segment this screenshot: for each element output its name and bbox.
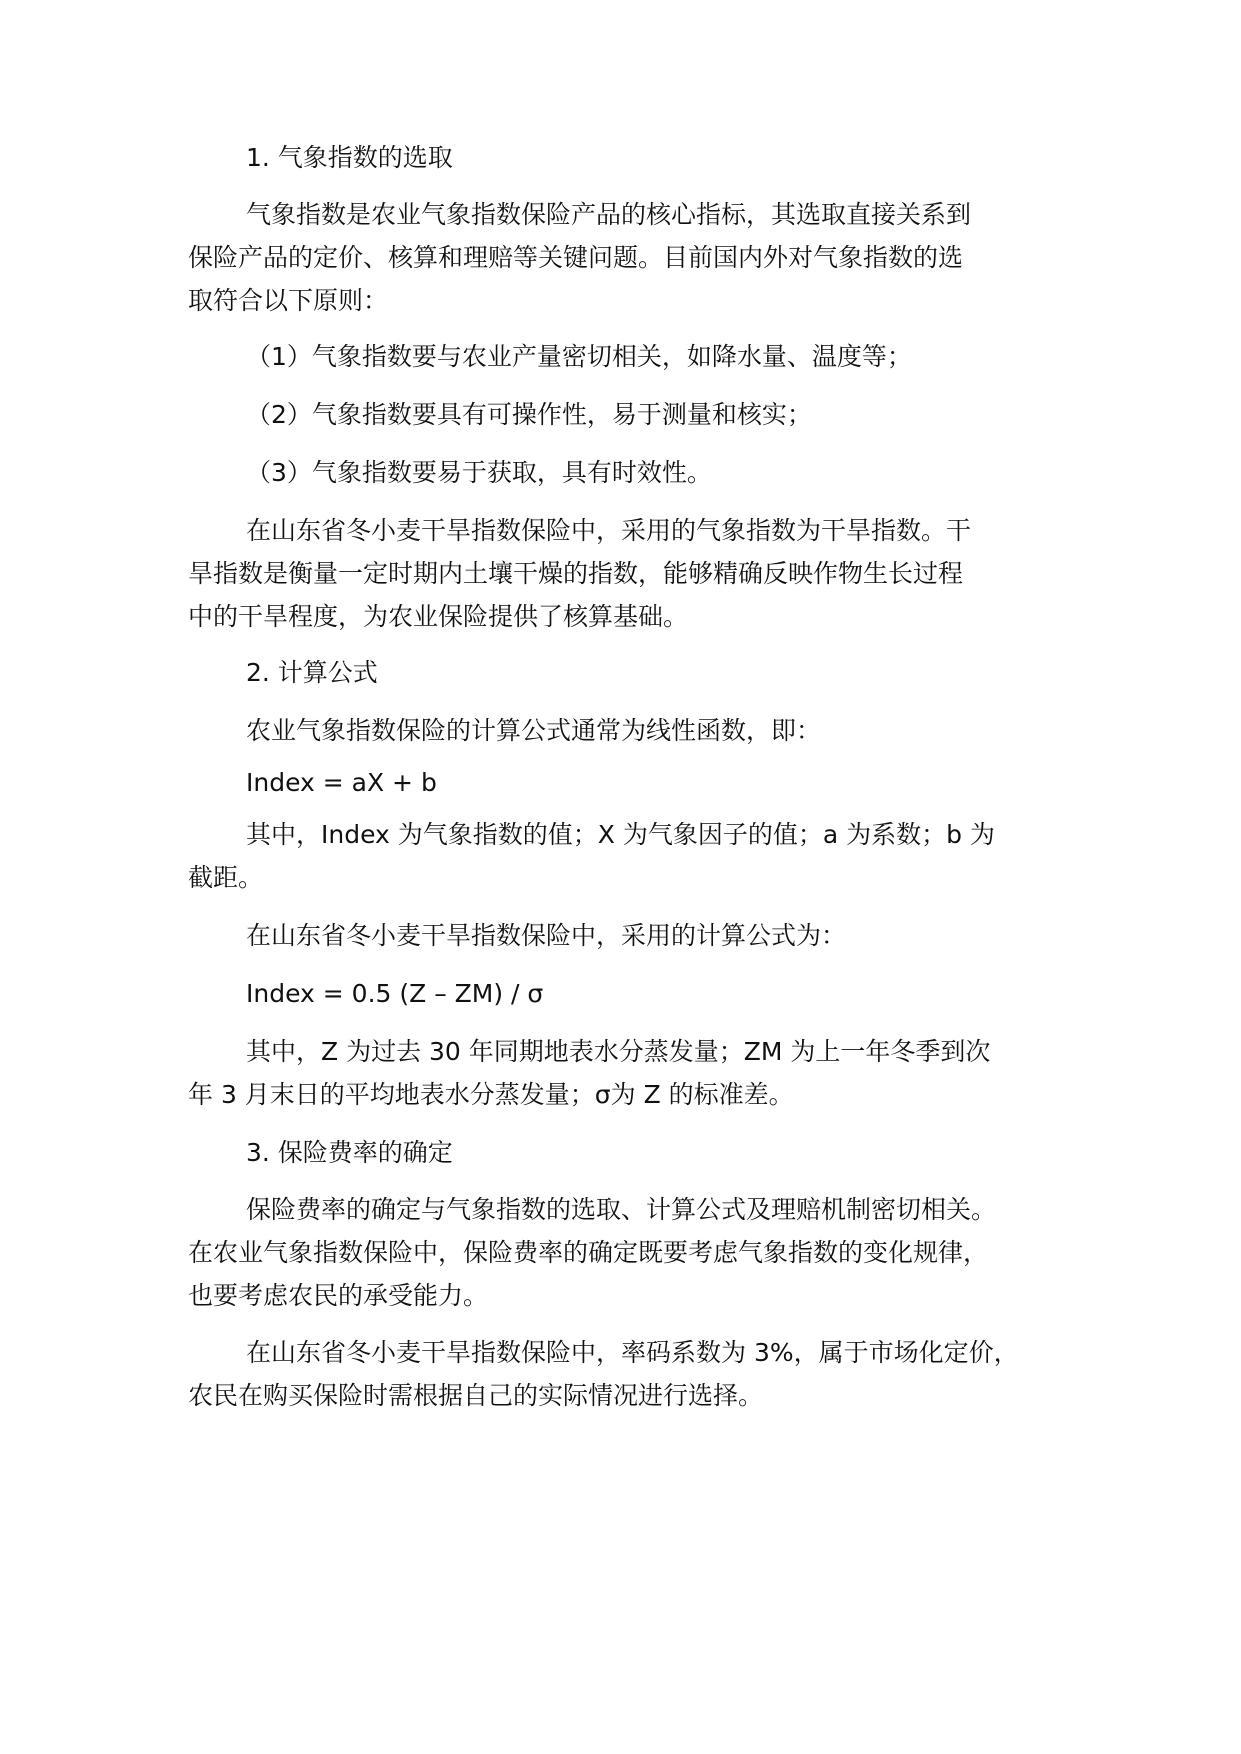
section-heading-index-selection <box>246 136 1088 179</box>
principle-text: （3）气象指数要易于获取，具有时效性。 <box>246 458 712 487</box>
paragraph-line: 保险产品的定价、核算和理赔等关键问题。目前国内外对气象指数的选 <box>188 243 964 272</box>
paragraph-formula-variables <box>188 813 1088 899</box>
principle-item-1 <box>246 335 1088 378</box>
principle-item-2 <box>246 393 1088 436</box>
paragraph-index-definition <box>188 193 1088 322</box>
paragraph-line: 中的干旱程度，为农业保险提供了核算基础。 <box>188 602 689 631</box>
heading-text: 3. 保险费率的确定 <box>246 1138 453 1167</box>
paragraph-line: 保险费率的确定与气象指数的选取、计算公式及理赔机制密切相关。 <box>246 1195 997 1224</box>
paragraph-line: 年 3 月末日的平均地表水分蒸发量；σ为 Z 的标准差。 <box>188 1080 794 1109</box>
paragraph-line: 也要考虑农民的承受能力。 <box>188 1281 489 1310</box>
formula-text: Index = 0.5 (Z – ZM) / σ <box>246 979 544 1008</box>
section-heading-formula <box>246 651 1088 694</box>
paragraph-line: 在山东省冬小麦干旱指数保险中，率码系数为 3%，属于市场化定价， <box>246 1338 1019 1367</box>
paragraph-line: 在山东省冬小麦干旱指数保险中，采用的计算公式为： <box>246 921 847 950</box>
paragraph-line: 气象指数是农业气象指数保险产品的核心指标，其选取直接关系到 <box>246 200 972 229</box>
heading-text: 2. 计算公式 <box>246 658 378 687</box>
formula-drought <box>246 972 1088 1015</box>
paragraph-line: 农民在购买保险时需根据自己的实际情况进行选择。 <box>188 1381 764 1410</box>
paragraph-line: 其中，Z 为过去 30 年同期地表水分蒸发量；ZM 为上一年冬季到次 <box>246 1037 991 1066</box>
principle-text: （1）气象指数要与农业产量密切相关，如降水量、温度等； <box>246 342 912 371</box>
heading-text: 1. 气象指数的选取 <box>246 143 453 172</box>
paragraph-formula-intro <box>246 709 1088 752</box>
paragraph-line: 农业气象指数保险的计算公式通常为线性函数，即： <box>246 716 822 745</box>
section-heading-premium-rate <box>246 1131 1088 1174</box>
formula-linear <box>246 761 1088 804</box>
paragraph-line: 其中，Index 为气象指数的值；X 为气象因子的值；a 为系数；b 为 <box>246 820 995 849</box>
paragraph-drought-variables <box>188 1030 1088 1116</box>
paragraph-drought-index <box>188 509 1088 638</box>
principle-text: （2）气象指数要具有可操作性，易于测量和核实； <box>246 400 812 429</box>
paragraph-shandong-formula-intro <box>246 914 1088 957</box>
principle-item-3 <box>246 451 1088 494</box>
paragraph-line: 在山东省冬小麦干旱指数保险中，采用的气象指数为干旱指数。干 <box>246 516 972 545</box>
paragraph-premium-rate <box>188 1188 1088 1317</box>
paragraph-line: 取符合以下原则： <box>188 286 389 315</box>
paragraph-line: 在农业气象指数保险中，保险费率的确定既要考虑气象指数的变化规律， <box>188 1238 989 1267</box>
paragraph-line: 截距。 <box>188 863 264 892</box>
formula-text: Index = aX + b <box>246 768 437 797</box>
paragraph-line: 旱指数是衡量一定时期内土壤干燥的指数，能够精确反映作物生长过程 <box>188 559 964 588</box>
paragraph-shandong-rate <box>188 1331 1088 1417</box>
